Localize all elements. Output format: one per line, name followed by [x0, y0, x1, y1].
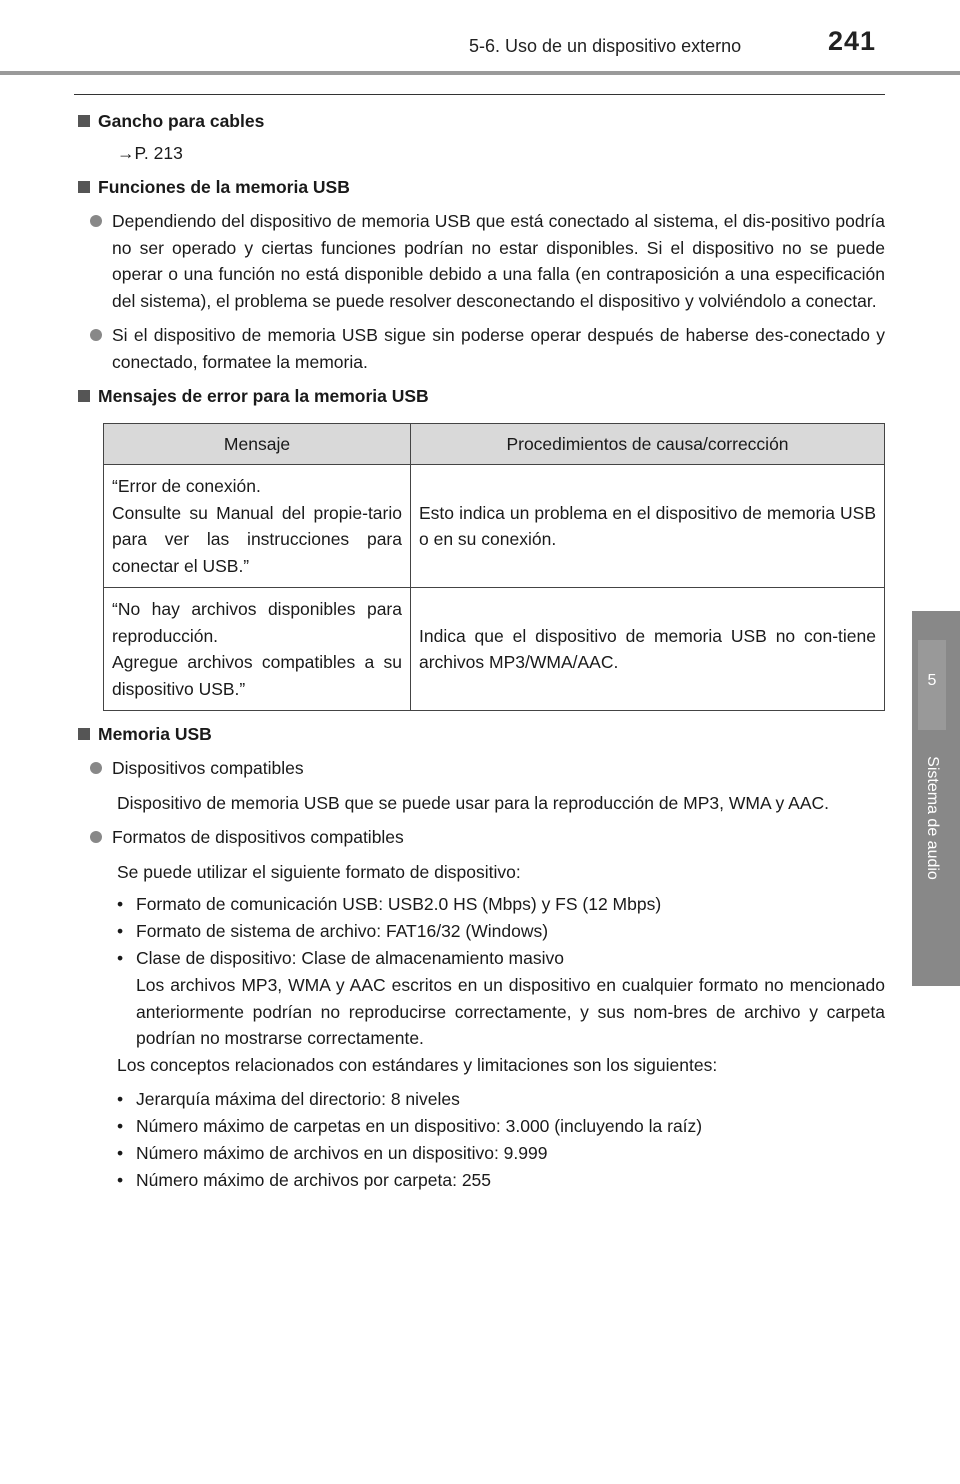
message-line: “No hay archivos disponibles para reproducción.	[112, 599, 402, 646]
column-header-message: Mensaje	[104, 424, 411, 465]
list-item	[74, 755, 885, 782]
limits-list	[74, 1086, 885, 1194]
table-cell-procedure: Esto indica un problema en el dispositivo de memoria USB o en su conexión.	[411, 465, 885, 588]
heading-error-messages	[74, 383, 885, 409]
message-line: Agregue archivos compatibles a su dispositivo USB.”	[112, 652, 402, 699]
page-reference-text: P. 213	[134, 143, 183, 163]
list-item-text: Dependiendo del dispositivo de memoria USB que está conectado al sistema, el dis-positivo podría no ser operado y ciertas funciones podrían no estar disponibles. Si el dispositivo no se puede operar o una función no está disponible debido a una falla (en contraposición a una especificación del sistema), el problema se puede resolver desconectando el dispositivo y volviéndolo a conectar.	[112, 211, 885, 311]
table-row	[104, 588, 885, 711]
paragraph: Se puede utilizar el siguiente formato de dispositivo:	[117, 861, 521, 882]
paragraph: Dispositivo de memoria USB que se puede usar para la reproducción de MP3, WMA y AAC.	[117, 792, 830, 813]
heading-text: Memoria USB	[98, 724, 212, 744]
list-item: • Formato de sistema de archivo: FAT16/32 (Windows)	[117, 918, 885, 945]
top-rule	[74, 94, 885, 95]
list-item	[74, 824, 885, 851]
list-item: • Jerarquía máxima del directorio: 8 niveles	[117, 1086, 885, 1113]
circle-bullet-icon	[90, 329, 102, 341]
side-tab-number: 5	[927, 672, 937, 689]
paragraph: Los conceptos relacionados con estándares y limitaciones son los siguientes:	[117, 1054, 718, 1075]
heading-text: Funciones de la memoria USB	[98, 177, 350, 197]
circle-bullet-icon	[90, 762, 102, 774]
list-item: • Número máximo de archivos por carpeta: 255	[117, 1167, 885, 1194]
list-item: • Formato de comunicación USB: USB2.0 HS (Mbps) y FS (12 Mbps)	[117, 891, 885, 918]
square-bullet-icon	[78, 115, 90, 127]
list-item	[74, 322, 885, 375]
table-cell-message	[104, 465, 411, 588]
message-line: Consulte su Manual del propie-tario para ver las instrucciones para conectar el USB.”	[112, 502, 402, 576]
heading-cable-hook	[74, 108, 885, 134]
square-bullet-icon	[78, 728, 90, 740]
heading-usb-functions	[74, 174, 885, 200]
paragraph-note: Los archivos MP3, WMA y AAC escritos en un dispositivo en cualquier formato no mencionado anteriormente podrían no reproducirse correctamente, y sus nom-bres de archivo y carpeta podrían no mostrarse correctamente.	[136, 975, 885, 1048]
list-item-text: Si el dispositivo de memoria USB sigue sin poderse operar después de haberse des-conectado y conectado, formatee la memoria.	[112, 325, 885, 372]
header-section-title: 5-6. Uso de un dispositivo externo	[469, 36, 742, 56]
circle-bullet-icon	[90, 215, 102, 227]
heading-text: Mensajes de error para la memoria USB	[98, 386, 429, 406]
list-item: • Clase de dispositivo: Clase de almacenamiento masivo	[117, 945, 885, 972]
table-cell-message	[104, 588, 411, 711]
page-number: 241	[828, 26, 877, 56]
page-reference	[74, 140, 885, 166]
list-item: • Número máximo de archivos en un dispositivo: 9.999	[117, 1140, 885, 1167]
list-item-text: Formatos de dispositivos compatibles	[112, 827, 404, 847]
arrow-icon: →	[117, 143, 135, 163]
list-item	[74, 208, 885, 314]
heading-text: Gancho para cables	[98, 111, 265, 131]
side-tab-label: Sistema de audio	[924, 756, 941, 880]
error-messages-table	[103, 423, 885, 711]
column-header-procedure: Procedimientos de causa/corrección	[411, 424, 885, 465]
table-row	[104, 465, 885, 588]
format-list	[74, 891, 885, 972]
square-bullet-icon	[78, 390, 90, 402]
square-bullet-icon	[78, 181, 90, 193]
table-header-row	[104, 424, 885, 465]
header-rule	[0, 71, 960, 75]
table-cell-procedure: Indica que el dispositivo de memoria USB no con-tiene archivos MP3/WMA/AAC.	[411, 588, 885, 711]
circle-bullet-icon	[90, 831, 102, 843]
heading-usb-memory	[74, 721, 885, 747]
page-content	[74, 108, 885, 1194]
message-line: “Error de conexión.	[112, 476, 261, 496]
list-item-text: Dispositivos compatibles	[112, 758, 304, 778]
list-item: • Número máximo de carpetas en un dispositivo: 3.000 (incluyendo la raíz)	[117, 1113, 885, 1140]
